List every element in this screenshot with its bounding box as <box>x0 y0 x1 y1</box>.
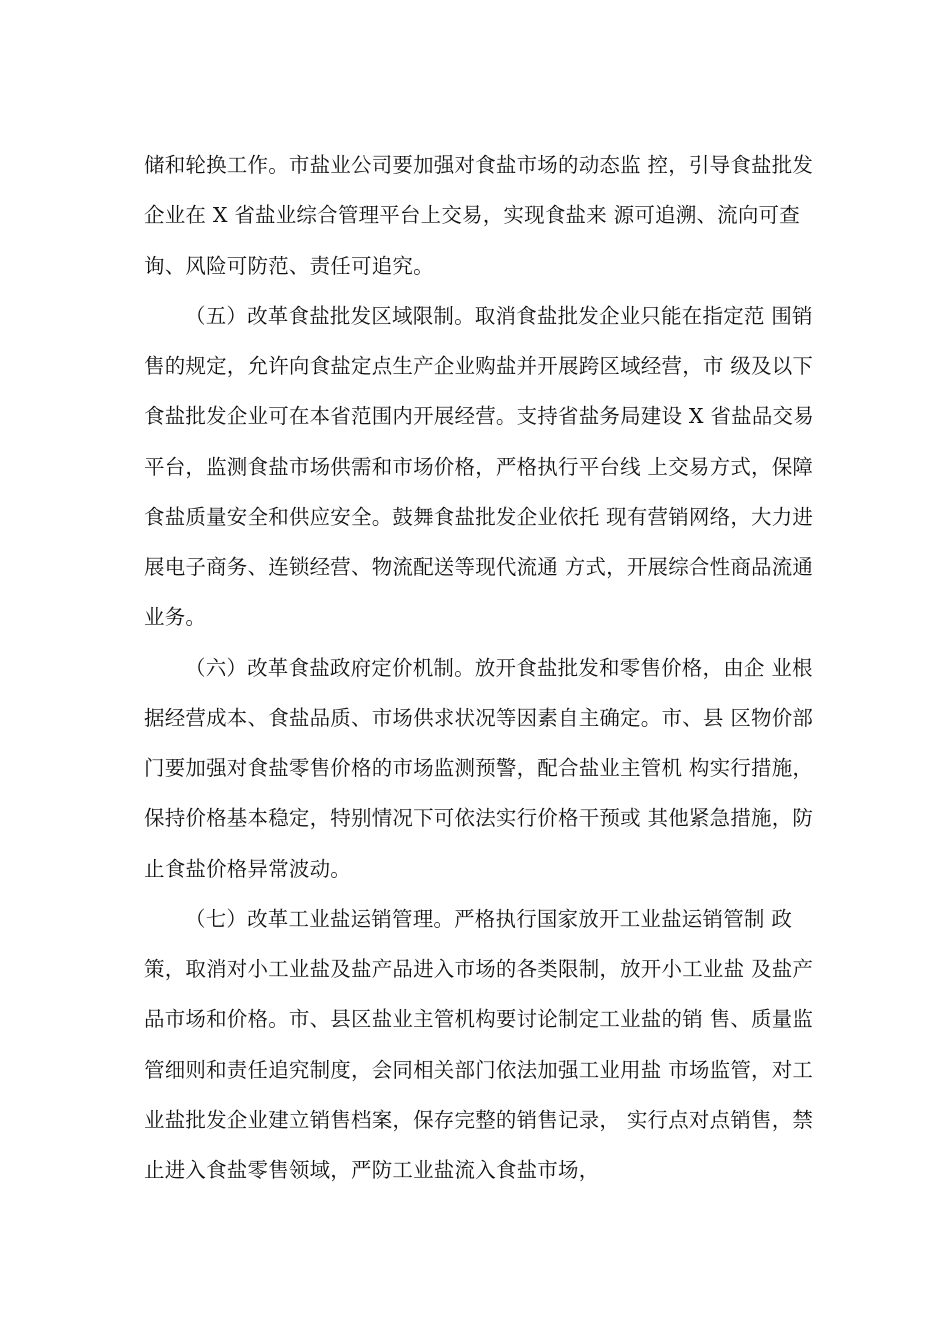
text-line-13: 门要加强对食盐零售价格的市场监测预警，配合盐业主管机 构实行措施， <box>144 756 814 780</box>
text-line-18: 品市场和价格。市、县区盐业主管机构要讨论制定工业盐的销 售、质量监 <box>144 1007 814 1031</box>
text-line-11: （六）改革食盐政府定价机制。放开食盐批发和零售价格，由企 业根 <box>185 656 813 680</box>
text-line-20: 业盐批发企业建立销售档案，保存完整的销售记录， 实行点对点销售，禁 <box>144 1108 814 1132</box>
text-line-8: 食盐质量安全和供应安全。鼓舞食盐批发企业依托 现有营销网络，大力进 <box>144 505 814 529</box>
text-line-17: 策，取消对小工业盐及盐产品进入市场的各类限制，放开小工业盐 及盐产 <box>144 957 814 981</box>
text-line-6: 食盐批发企业可在本省范围内开展经营。支持省盐务局建设 X 省盐品交易 <box>144 404 814 428</box>
text-line-9: 展电子商务、连锁经营、物流配送等现代流通 方式，开展综合性商品流通 <box>144 555 814 579</box>
text-line-19: 管细则和责任追究制度，会同相关部门依法加强工业用盐 市场监管，对工 <box>144 1058 814 1082</box>
text-line-15: 止食盐价格异常波动。 <box>144 857 351 881</box>
text-line-14: 保持价格基本稳定，特别情况下可依法实行价格干预或 其他紧急措施，防 <box>144 806 814 830</box>
text-line-21: 止进入食盐零售领域，严防工业盐流入食盐市场， <box>144 1158 600 1182</box>
text-line-1: 储和轮换工作。市盐业公司要加强对食盐市场的动态监 控，引导食盐批发 <box>144 153 814 177</box>
text-line-16: （七）改革工业盐运销管理。严格执行国家放开工业盐运销管制 政 <box>185 907 793 931</box>
text-line-2: 企业在 X 省盐业综合管理平台上交易，实现食盐来 源可追溯、流向可查 <box>144 203 800 227</box>
text-line-10: 业务。 <box>144 605 207 629</box>
text-line-7: 平台，监测食盐市场供需和市场价格，严格执行平台线 上交易方式，保障 <box>144 455 814 479</box>
text-line-12: 据经营成本、食盐品质、市场供求状况等因素自主确定。市、县 区物价部 <box>144 706 814 730</box>
text-line-5: 售的规定，允许向食盐定点生产企业购盐并开展跨区域经营，市 级及以下 <box>144 354 814 378</box>
text-line-3: 询、风险可防范、责任可追究。 <box>144 254 434 278</box>
text-line-4: （五）改革食盐批发区域限制。取消食盐批发企业只能在指定范 围销 <box>185 304 813 328</box>
